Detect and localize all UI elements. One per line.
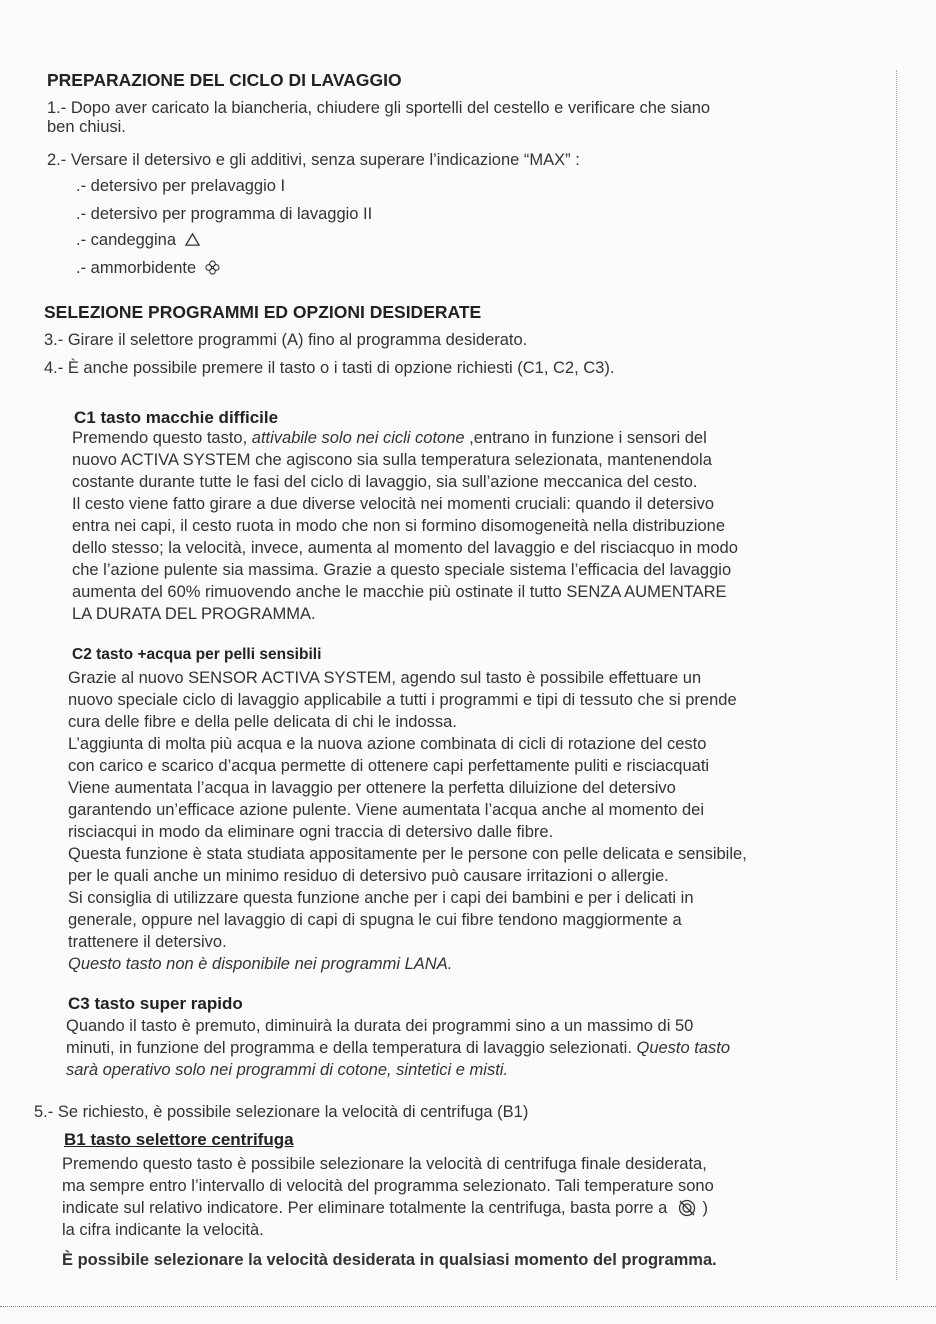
c2-line: generale, oppure nel lavaggio di capi di spugna le cui fibre tendono maggiormente a [68,911,682,929]
c3-italic-text: Questo tasto [636,1039,731,1057]
c1-line: aumenta del 60% rimuovendo anche le macchie più ostinate il tutto SENZA AUMENTARE [72,583,727,601]
b1-line: indicate sul relativo indicatore. Per eliminare totalmente la centrifuga, basta porre a ) [62,1199,709,1217]
c2-line: Grazie al nuovo SENSOR ACTIVA SYSTEM, agendo sul tasto è possibile effettuare un [68,669,702,687]
b1-title: B1 tasto selettore centrifuga [64,1130,294,1149]
select-step3: 3.- Girare il selettore programmi (A) fino al programma desiderato. [44,331,528,349]
prep-item-softener [76,258,220,278]
c3-line [66,1038,730,1058]
prep-step1-line1: 1.- Dopo aver caricato la biancheria, chiudere gli sportelli del cestello e verificare che siano [47,99,711,117]
prep-heading: PREPARAZIONE DEL CICLO DI LAVAGGIO [47,70,402,90]
c2-line: garantendo un’efficace azione pulente. Viene aumentata l’acqua anche al momento dei [68,801,705,819]
c1-italic-text: attivabile solo nei cicli cotone [251,429,465,447]
b1-line: la cifra indicante la velocità. [62,1221,264,1239]
c3-line: Quando il tasto è premuto, diminuirà la durata dei programmi sino a un massimo di 50 [66,1017,694,1035]
c3-line: sarà operativo solo nei programmi di cotone, sintetici e misti. [66,1061,509,1079]
c1-line: costante durante tutte le fasi del ciclo di lavaggio, sia sull’azione meccanica del cesto. [72,473,698,491]
c1-line [72,428,707,448]
c3-text: minuti, in funzione del programma e della temperatura di lavaggio selezionati. [66,1039,637,1057]
prep-step2: 2.- Versare il detersivo e gli additivi, senza superare l’indicazione “MAX” : [47,151,580,169]
b1-line: ma sempre entro l’intervallo di velocità del programma selezionato. Tali temperature sono [62,1177,714,1195]
c1-title: C1 tasto macchie difficile [74,408,279,427]
c1-line: entra nei capi, il cesto ruota in modo che non si formino disomogeneità nella distribuzione [72,517,726,535]
select-step4: 4.- È anche possibile premere il tasto o i tasti di opzione richiesti (C1, C2, C3). [44,359,615,377]
b1-final: È possibile selezionare la velocità desiderata in qualsiasi momento del programma. [62,1251,717,1269]
b1-line: Premendo questo tasto è possibile selezionare la velocità di centrifuga finale desiderata, [62,1155,707,1173]
prep-item-bleach [76,230,200,250]
c2-note: Questo tasto non è disponibile nei programmi LANA. [68,955,453,973]
c2-line: Si consiglia di utilizzare questa funzione anche per i capi dei bambini e per i delicati in [68,889,694,907]
c1-line: dello stesso; la velocità, invece, aumenta al momento del lavaggio e del risciacquo in modo [72,539,738,557]
c2-line: cura delle fibre e della pelle delicata di chi le indossa. [68,713,457,731]
c2-line: con carico e scarico d’acqua permette di ottenere capi perfettamente puliti e risciacquati [68,757,710,775]
c1-text: ,entrano in funzione i sensori del [464,429,707,447]
c2-line: risciacqui in modo da eliminare ogni traccia di detersivo dalle fibre. [68,823,554,841]
c2-title: C2 tasto +acqua per pelli sensibili [72,646,322,663]
c2-line: trattenere il detersivo. [68,933,227,951]
page-bottom-border [0,1306,936,1307]
c1-text: Premendo questo tasto, [72,429,252,447]
prep-step1-line2: ben chiusi. [47,118,126,136]
c3-title: C3 tasto super rapido [68,994,243,1013]
prep-item-prewash: .- detersivo per prelavaggio I [76,177,286,195]
bleach-label: .- candeggina [76,231,176,249]
c1-line: LA DURATA DEL PROGRAMMA. [72,605,316,623]
c1-line: Il cesto viene fatto girare a due diverse velocità nei momenti cruciali: quando il detersivo [72,495,715,513]
select-heading: SELEZIONE PROGRAMMI ED OPZIONI DESIDERATE [44,302,482,322]
c1-line: nuovo ACTIVA SYSTEM che agiscono sia sulla temperatura selezionata, mantenendola [72,451,712,469]
c1-line: che l’azione pulente sia massima. Grazie a questo speciale sistema l’efficacia del lavaggio [72,561,732,579]
b1-text: indicate sul relativo indicatore. Per eliminare totalmente la centrifuga, basta porre a [62,1199,668,1217]
prep-item-mainwash: .- detersivo per programma di lavaggio II [76,205,373,223]
c2-line: L’aggiunta di molta più acqua e la nuova azione combinata di cicli di rotazione del cesto [68,735,707,753]
scan-edge-line [896,70,897,1280]
step5-text: 5.- Se richiesto, è possibile selezionare la velocità di centrifuga (B1) [34,1103,529,1121]
softener-label: .- ammorbidente [76,259,197,277]
c2-line: Questa funzione è stata studiata appositamente per le persone con pelle delicata e sensibile, [68,845,747,863]
c2-line: nuovo speciale ciclo di lavaggio applicabile a tutti i programmi e tipi di tessuto che si prende [68,691,737,709]
bleach-triangle-icon [185,232,200,247]
c2-line: Viene aumentata l’acqua in lavaggio per ottenere la perfetta diluizione del detersivo [68,779,676,797]
no-spin-icon [676,1199,698,1217]
softener-flower-icon [205,260,220,275]
c2-line: per le quali anche un minimo residuo di detersivo può causare irritazioni o allergie. [68,867,669,885]
